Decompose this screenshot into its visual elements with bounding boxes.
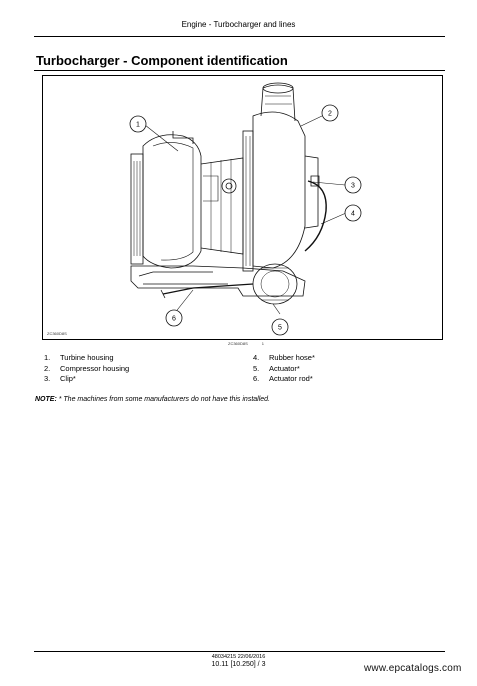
legend-item: 5. Actuator* — [253, 363, 300, 373]
title-rule — [34, 70, 445, 71]
section-title: Turbocharger - Component identification — [36, 53, 288, 68]
rubber-hose — [305, 181, 326, 251]
svg-text:1: 1 — [136, 121, 140, 129]
figure-turbocharger — [42, 75, 443, 340]
legend-item: 3. Clip* — [44, 374, 76, 383]
actuator-rod — [163, 284, 253, 294]
legend-column-1 — [44, 353, 129, 385]
legend-column-2 — [253, 353, 315, 385]
turbocharger-drawing — [43, 76, 442, 339]
note-text: * The machines from some manufacturers do not have this installed. — [56, 396, 270, 403]
legend-item: 1. Turbine housing — [44, 353, 114, 362]
figure-caption-code: ZC360D8S — [228, 341, 248, 346]
mounting-bracket — [131, 266, 305, 296]
footer-doc-ref: 48034215 22/06/2016 — [211, 654, 266, 660]
callout-6 — [166, 310, 182, 326]
figure-image-code: ZC360D8S — [47, 331, 67, 336]
footer-rule — [34, 651, 445, 652]
svg-text:4: 4 — [351, 210, 355, 218]
legend-item: 2. Compressor housing — [44, 363, 130, 373]
note-label: NOTE: — [35, 396, 57, 403]
callout-4 — [345, 205, 361, 221]
center-housing — [201, 158, 243, 254]
figure-caption — [228, 341, 264, 346]
svg-text:2: 2 — [328, 110, 332, 118]
turbine-housing — [143, 135, 201, 268]
svg-text:5: 5 — [278, 324, 282, 332]
compressor-backplate — [243, 131, 253, 271]
figure-caption-number: 1 — [261, 341, 265, 346]
callout-3 — [345, 177, 361, 193]
svg-text:6: 6 — [172, 315, 176, 323]
header-rule — [34, 36, 445, 37]
running-header: Engine - Turbocharger and lines — [181, 20, 296, 29]
callout-1 — [130, 116, 146, 132]
legend-item: 4. Rubber hose* — [253, 353, 315, 362]
note — [35, 396, 270, 403]
svg-text:3: 3 — [351, 182, 355, 190]
footer-page-ref: 10.11 [10.250] / 3 — [211, 661, 266, 668]
compressor-housing — [253, 112, 305, 268]
callout-2 — [322, 105, 338, 121]
callout-5 — [272, 319, 288, 335]
watermark: www.epcatalogs.com — [364, 663, 462, 674]
legend-item: 6. Actuator rod* — [253, 374, 313, 383]
